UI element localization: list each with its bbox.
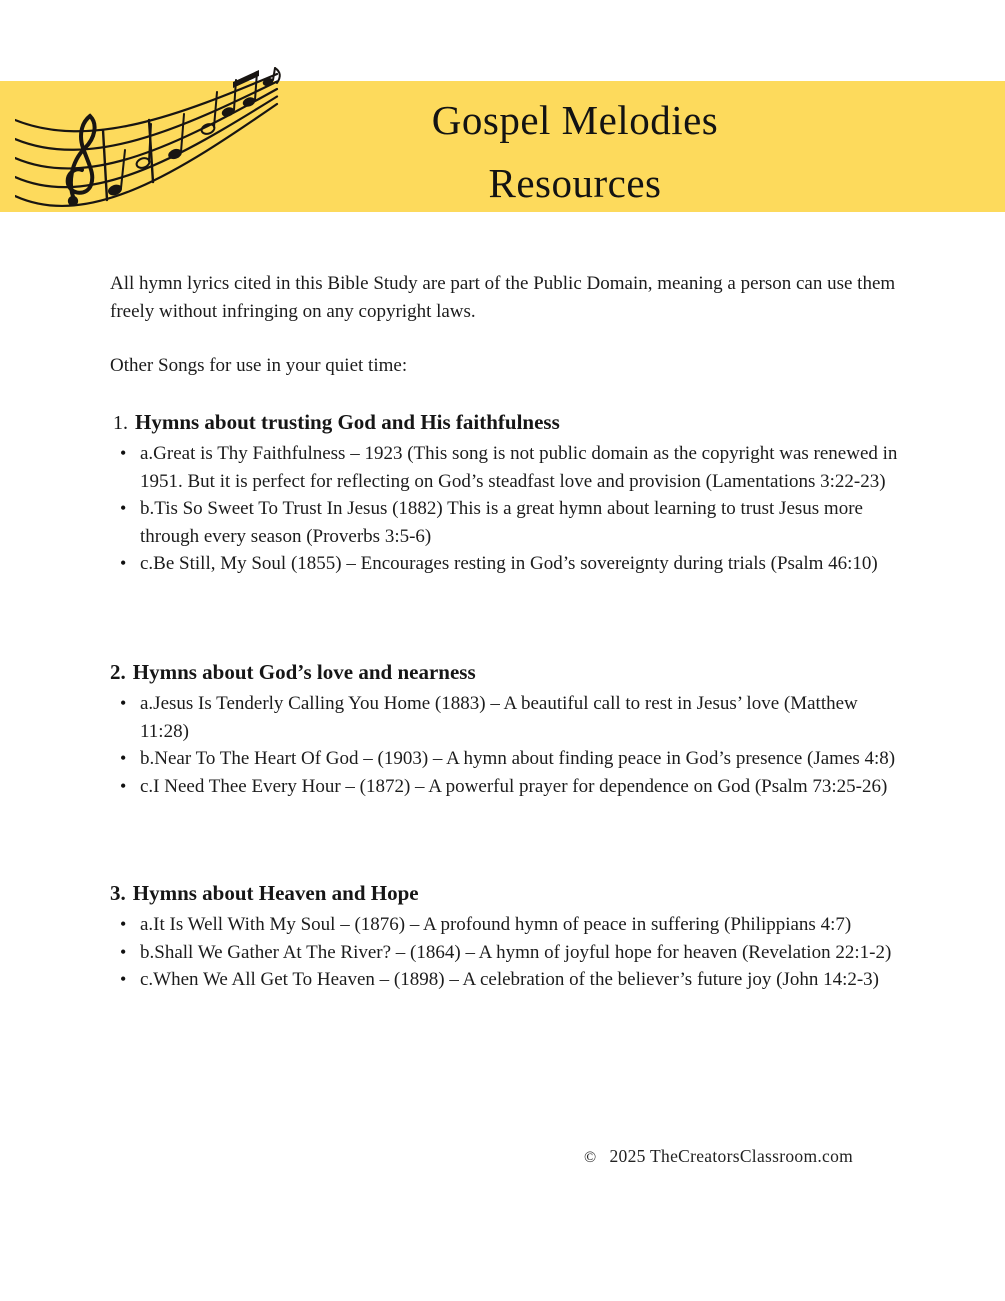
hymn-item-text: b.Near To The Heart Of God – (1903) – A hymn about finding peace in God’s presence (James 4:8) (140, 748, 896, 769)
list-item (110, 440, 904, 495)
section-1-number: 1. (113, 412, 128, 434)
bullet-icon: • (120, 553, 127, 573)
intro-paragraph: All hymn lyrics cited in this Bible Study are part of the Public Domain, meaning a person can use them freely without infringing on any copyright laws. (110, 273, 896, 322)
section-3-number: 3. (110, 881, 126, 905)
section-2-heading (110, 657, 904, 687)
hymn-item-text: c.Be Still, My Soul (1855) – Encourages resting in God’s sovereignty during trials (Psalm 46:10) (140, 553, 878, 574)
bullet-icon: • (120, 693, 127, 713)
list-item (110, 495, 904, 550)
list-item (110, 966, 904, 994)
section-1-list (110, 440, 904, 578)
list-item (110, 911, 904, 939)
list-item (110, 690, 904, 745)
copyright-text: 2025 TheCreatorsClassroom.com (609, 1146, 854, 1166)
music-notes-icon (15, 66, 287, 212)
section-3-title: Hymns about Heaven and Hope (132, 881, 419, 905)
quiet-time-prompt: Other Songs for use in your quiet time: (110, 355, 408, 376)
hymn-item-text: a.It Is Well With My Soul – (1876) – A profound hymn of peace in suffering (Philippians 4:7) (140, 914, 852, 935)
page-title-line1: Gospel Melodies (431, 97, 719, 143)
hymn-item-text: c.When We All Get To Heaven – (1898) – A celebration of the believer’s future joy (John 14:2-3) (140, 969, 879, 990)
bullet-icon: • (120, 969, 127, 989)
page-title-line2: Resources (488, 160, 662, 206)
hymn-item-text: b.Shall We Gather At The River? – (1864) – A hymn of joyful hope for heaven (Revelation 22:1-2) (140, 941, 892, 963)
section-1-heading (110, 407, 907, 438)
section-3-list (110, 911, 904, 994)
list-item (110, 939, 904, 967)
list-item (110, 550, 904, 578)
bullet-icon: • (120, 498, 127, 518)
section-3-heading (110, 878, 904, 908)
bullet-icon: • (120, 914, 127, 934)
hymn-item-text: a.Great is Thy Faithfulness – 1923 (This song is not public domain as the copyright was renewed in 1951. But it is perfect for reflecting on God’s steadfast love and provision (Lamentations 3:22-23) (140, 443, 898, 492)
section-2-list (110, 690, 904, 800)
hymn-item-text: b.Tis So Sweet To Trust In Jesus (1882) This is a great hymn about learning to trust Jesus more through every season (Proverbs 3:5-6) (140, 498, 863, 547)
list-item (110, 745, 904, 773)
copyright-icon: © (584, 1149, 597, 1166)
section-1-title: Hymns about trusting God and His faithfulness (135, 410, 560, 434)
bullet-icon: • (120, 775, 127, 796)
bullet-icon: • (120, 941, 127, 962)
hymn-item-text: c.I Need Thee Every Hour – (1872) – A powerful prayer for dependence on God (Psalm 73:25-26) (140, 775, 888, 797)
hymn-item-text: a.Jesus Is Tenderly Calling You Home (1883) – A beautiful call to rest in Jesus’ love (Matthew 11:28) (140, 693, 858, 742)
bullet-icon: • (120, 443, 127, 463)
section-2-number: 2. (110, 660, 126, 684)
section-2-title: Hymns about God’s love and nearness (132, 660, 476, 684)
bullet-icon: • (120, 748, 127, 768)
list-item (110, 773, 904, 801)
copyright-footer (584, 1146, 853, 1167)
